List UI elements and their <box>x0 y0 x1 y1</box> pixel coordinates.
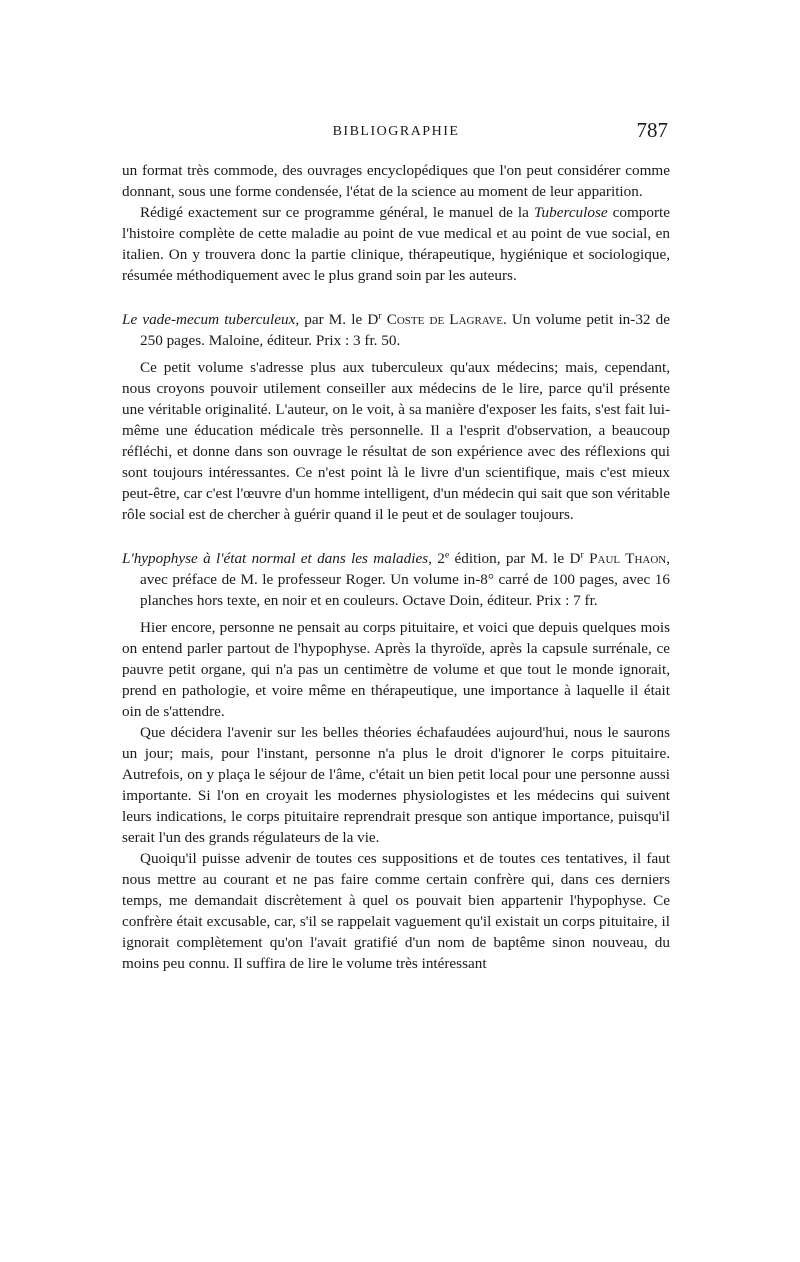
review-1-details: . Un volume petit in-32 de 250 pages. Maloine, éditeur. Prix : 3 fr. 50. <box>140 311 670 349</box>
review-2-details: , avec préface de M. le professeur Roger. Un volume in-8° carré de 100 pages, avec 16 planches hors texte, en noir et en couleurs. Octave Doin, éditeur. Prix : 7 fr. <box>140 550 671 609</box>
review-2-dr-sup: r <box>580 549 584 561</box>
review-2-by: édition, par M. le D <box>449 550 581 567</box>
review-2-author: Paul Thaon <box>589 550 667 567</box>
running-title: BIBLIOGRAPHIE <box>332 124 460 139</box>
review-2-edition-sup: e <box>444 549 450 561</box>
review-1-citation <box>122 309 670 351</box>
review-1-dr-sup: r <box>378 310 382 322</box>
intro-paragraph-1: un format très commode, des ouvrages encyclopédiques que l'on peut considérer comme donnant, sous une forme condensée, l'état de la science au moment de leur apparition. <box>122 162 670 200</box>
review-1-author: Coste de Lagrave <box>386 311 503 328</box>
review-1-by: par M. le D <box>299 311 379 328</box>
review-2-paragraph-2: Que décidera l'avenir sur les belles théories échafaudées aujourd'hui, nous le saurons un jour; mais, pour l'instant, personne n'a plus le droit d'ignorer le corps pituitaire. Autrefois, on y plaça le séjour de l'âme, c'était un bien petit local pour une personne aussi importante. Si l'on en croyait les modernes physiologistes et les médecins qui suivent leurs indications, le corps pituitaire reprendrait presque son antique importance, puisqu'il serait l'un des grands régulateurs de la vie. <box>122 724 670 846</box>
page-number: 787 <box>636 118 668 142</box>
section-gap <box>122 286 670 309</box>
review-2-citation <box>122 548 670 611</box>
section-gap <box>122 525 670 548</box>
review-2-paragraph-3: Quoiqu'il puisse advenir de toutes ces suppositions et de toutes ces tentatives, il faut nous mettre au courant et ne pas faire comme certain confrère qui, dans ces derniers temps, me demandait discrètement à quel os pouvait bien appartenir l'hypophyse. Ce confrère était excusable, car, s'il se rappelait vaguement qu'il existait un corps pituitaire, il ignorait complètement qu'on l'avait gratifié d'un nom de baptême sinon nouveau, du moins peu connu. Il suffira de lire le volume très intéressant <box>122 850 670 972</box>
review-1-body: Ce petit volume s'adresse plus aux tuberculeux qu'aux médecins; mais, cependant, nous croyons pouvoir utilement conseiller aux médecins de le lire, parce qu'il présente une véritable originalité. L'auteur, on le voit, à sa manière d'exposer les faits, s'est fait lui-même une éducation médicale très personnelle. Il a l'esprit d'observation, a beaucoup réfléchi, et donne dans son ouvrage le résultat de son expérience avec des réflexions qui sont toujours intéressantes. Ce n'est point là le livre d'un scientifique, mais c'est mieux peut-être, car c'est l'œuvre d'un homme intelligent, d'un médecin qui sait que son véritable rôle social est de chercher à guérir quand il le peut et de soulager toujours. <box>122 359 670 523</box>
document-page <box>122 118 670 974</box>
intro-p2-start: Rédigé exactement sur ce programme général, le manuel de la <box>140 204 534 221</box>
intro-p2-italic: Tuberculose <box>533 204 608 221</box>
running-head <box>122 118 670 148</box>
intro-paragraph-2 <box>122 202 670 286</box>
review-2-title: L'hypophyse à l'état normal et dans les maladies, <box>122 550 432 567</box>
review-2-paragraph-1: Hier encore, personne ne pensait au corps pituitaire, et voici que depuis quelques mois on entend parler partout de l'hypophyse. Après la thyroïde, après la capsule surrénale, ce pauvre petit organe, qui n'a pas un centimètre de volume et que tout le monde ignorait, prend en pathologie, et voire même en thérapeutique, une importance à laquelle il était oin de s'attendre. <box>122 619 670 720</box>
review-2-edition: 2 <box>431 550 445 567</box>
review-1-title: Le vade-mecum tuberculeux, <box>122 311 300 328</box>
intro-p2-end: comporte l'histoire complète de cette maladie au point de vue medical et au point de vue social, en italien. On y trouvera donc la partie clinique, thérapeutique, hygiénique et sociologique, résumée méthodiquement avec le plus grand soin par les auteurs. <box>122 204 671 284</box>
